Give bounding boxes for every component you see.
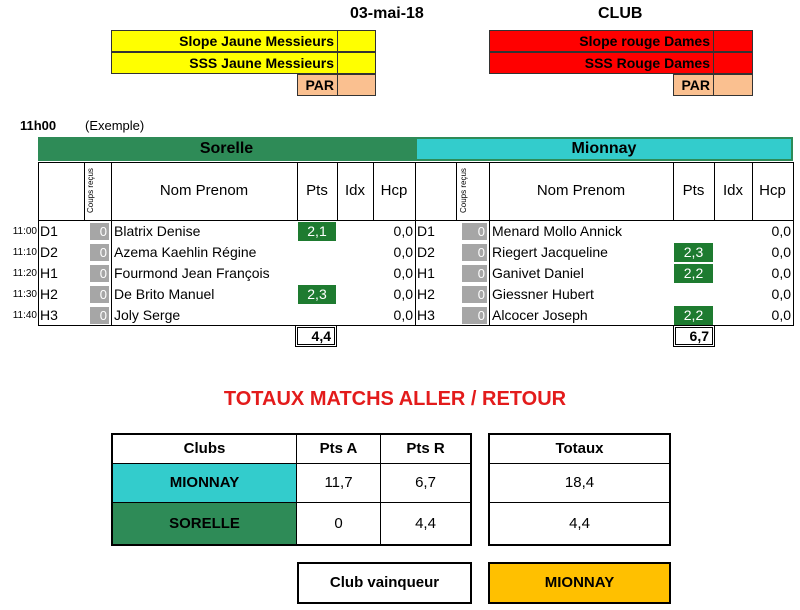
player-code: H2 [417,286,435,302]
player-code: H3 [417,307,435,323]
team-total-sorelle: 4,4 [295,325,337,347]
player-hcp: 0,0 [393,244,413,260]
player-code: D2 [417,244,435,260]
session-note: (Exemple) [85,118,145,133]
col-header-hcp: Hcp [380,182,408,199]
player-name: Menard Mollo Annick [492,223,622,239]
match-date: 03-mai-18 [350,5,424,22]
player-code: D1 [417,223,435,239]
player-hcp: 0,0 [393,286,413,302]
summary-pts-a-sorelle: 0 [334,515,343,532]
coups-recus-value: 0 [90,286,109,303]
player-pts [298,243,336,264]
winner-value: MIONNAY [488,562,671,604]
col-header-coups: Coups reçus [86,168,95,214]
tee-time: 11:00 [12,226,37,237]
player-name: Alcocer Joseph [492,307,588,323]
coups-recus-value: 0 [462,223,487,240]
player-name: Ganivet Daniel [492,265,584,281]
col-header-hcp: Hcp [759,182,786,199]
totaux-sorelle: 4,4 [569,515,590,532]
legend-slope-jaune: Slope Jaune Messieurs [111,30,338,52]
summary-pts-a-mionnay: 11,7 [324,474,353,491]
totaux-mionnay: 18,4 [564,474,595,491]
legend-par-right-value [713,74,753,96]
player-pts: 2,1 [298,222,336,241]
player-pts [298,306,336,327]
coups-recus-value: 0 [90,223,109,240]
summary-header-clubs: Clubs [183,440,226,457]
player-idx [337,305,373,326]
player-name: Riegert Jacqueline [492,244,608,260]
player-idx [337,284,373,305]
coups-recus-value: 0 [90,244,109,261]
team-header-sorelle: Sorelle [38,137,415,161]
player-code: H1 [417,265,435,281]
player-pts: 2,3 [298,285,336,304]
player-name: Joly Serge [114,307,181,323]
tee-time: 11:40 [12,310,37,321]
player-idx [714,242,752,263]
player-hcp: 0,0 [393,265,413,281]
coups-recus-value: 0 [462,307,487,324]
col-header-name: Nom Prenom [159,182,249,199]
coups-recus-value: 0 [90,265,109,282]
player-name: Blatrix Denise [114,223,201,239]
player-pts [298,264,336,285]
legend-slope-rouge-value [713,30,753,52]
summary-pts-r-sorelle: 4,4 [415,515,436,532]
tee-time: 11:30 [12,289,37,300]
player-idx [337,221,373,242]
session-time: 11h00 [20,118,57,133]
totaux-header: Totaux [555,440,604,457]
team-total-mionnay: 6,7 [673,325,715,347]
coups-recus-value: 0 [462,244,487,261]
player-idx [714,284,752,305]
player-idx [714,221,752,242]
summary-header-pts-a: Pts A [319,440,358,457]
coups-recus-value: 0 [462,286,487,303]
player-hcp: 0,0 [393,223,413,239]
legend-sss-jaune-value [337,52,376,74]
player-hcp: 0,0 [771,286,791,302]
legend-sss-jaune: SSS Jaune Messieurs [111,52,338,74]
player-code: D1 [40,223,58,239]
player-idx [714,305,752,326]
summary-header-pts-r: Pts R [406,440,445,457]
col-header-idx: Idx [344,182,365,199]
player-code: H2 [40,286,58,302]
summary-pts-r-mionnay: 6,7 [415,474,436,491]
legend-par-left: PAR [297,74,338,96]
player-name: Fourmond Jean François [114,265,270,281]
player-code: H3 [40,307,58,323]
tee-time: 11:10 [12,247,37,258]
col-header-coups: Coups reçus [459,168,468,214]
player-pts [674,222,713,243]
legend-par-right: PAR [673,74,714,96]
legend-sss-rouge: SSS Rouge Dames [489,52,714,74]
col-header-pts: Pts [306,182,328,199]
player-idx [714,263,752,284]
col-header-idx: Idx [722,182,743,199]
player-hcp: 0,0 [771,265,791,281]
col-header-name: Nom Prenom [536,182,626,199]
legend-sss-rouge-value [713,52,753,74]
player-hcp: 0,0 [771,307,791,323]
summary-club-sorelle: SORELLE [113,503,296,544]
player-name: Azema Kaehlin Régine [114,244,257,260]
player-hcp: 0,0 [393,307,413,323]
totals-title: TOTAUX MATCHS ALLER / RETOUR [223,388,567,410]
player-name: Giessner Hubert [492,286,594,302]
player-idx [337,263,373,284]
player-pts: 2,2 [674,306,713,325]
coups-recus-value: 0 [462,265,487,282]
player-pts: 2,3 [674,243,713,262]
legend-slope-jaune-value [337,30,376,52]
legend-par-left-value [337,74,376,96]
player-code: H1 [40,265,58,281]
tee-time: 11:20 [12,268,37,279]
player-code: D2 [40,244,58,260]
team-header-mionnay: Mionnay [415,137,793,161]
club-label: CLUB [598,5,643,22]
player-hcp: 0,0 [771,223,791,239]
player-pts [674,285,713,306]
player-name: De Brito Manuel [114,286,215,302]
summary-club-mionnay: MIONNAY [113,464,296,502]
player-idx [337,242,373,263]
player-hcp: 0,0 [771,244,791,260]
coups-recus-value: 0 [90,307,109,324]
col-header-pts: Pts [682,182,705,199]
winner-label: Club vainqueur [297,562,472,604]
legend-slope-rouge: Slope rouge Dames [489,30,714,52]
player-pts: 2,2 [674,264,713,283]
